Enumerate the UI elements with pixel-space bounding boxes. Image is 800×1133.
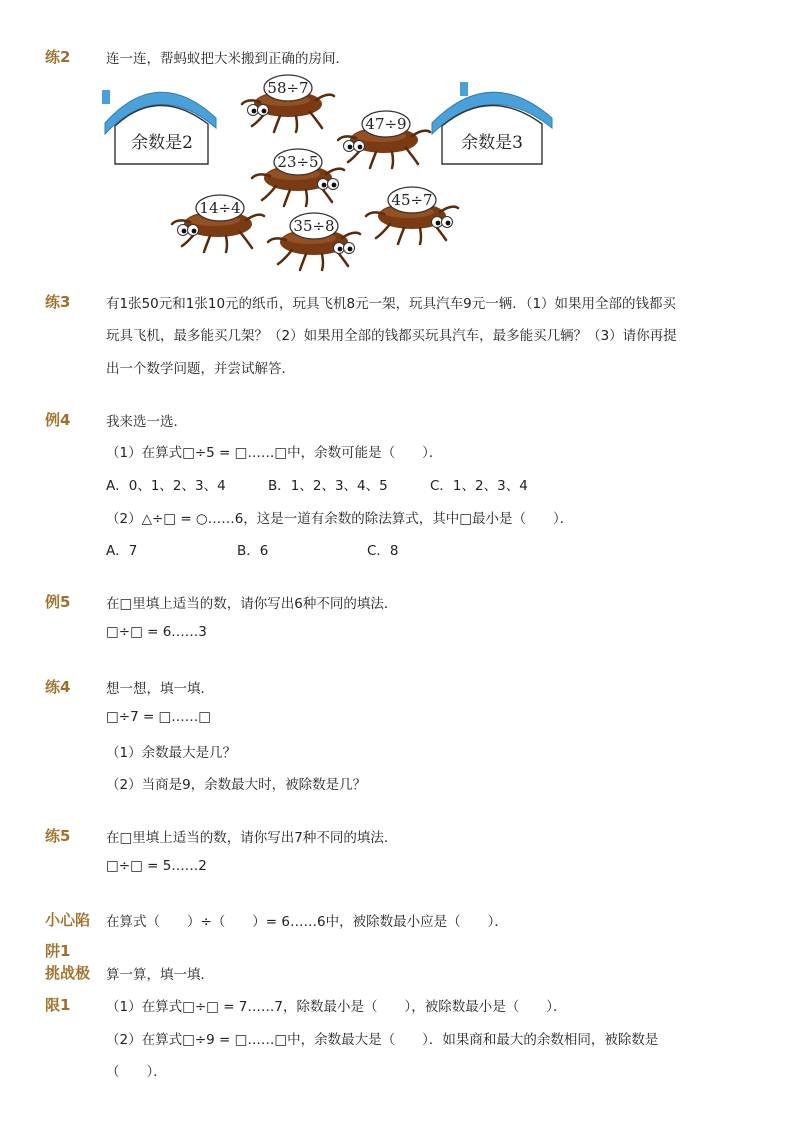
ant-expression: 14÷4 (199, 199, 241, 217)
lian3-line-1: 有1张50元和1张10元的纸币，玩具飞机8元一架，玩具汽车9元一辆．（1）如果用全部的钱都买 (106, 296, 677, 312)
ant-expression: 45÷7 (391, 191, 433, 209)
lian2-instruction: 连一连，帮蚂蚁把大米搬到正确的房间． (106, 51, 349, 67)
tiaozhan-instruction: 算一算，填一填． (106, 967, 214, 983)
section-label-lian5: 练5 (45, 827, 71, 845)
li4-question-2: （2）△÷□ = ○……6，这是一道有余数的除法算式，其中□最小是（ ）． (106, 511, 574, 527)
li4-q2-option-c[interactable]: C．8 (367, 543, 399, 559)
lian3-line-3: 出一个数学问题，并尝试解答． (106, 361, 295, 377)
house-right-label: 余数是3 (461, 133, 523, 153)
section-label-tiaozhan: 挑战极 (45, 964, 91, 982)
lian4-question-1: （1）余数最大是几？ (106, 745, 237, 761)
li5-instruction: 在□里填上适当的数，请你写出6种不同的填法． (106, 596, 398, 612)
ant-35-div-8[interactable] (268, 213, 360, 270)
section-label-jing: 阱1 (45, 942, 71, 960)
section-label-li5: 例5 (45, 593, 71, 611)
lian4-instruction: 想一想，填一填． (106, 681, 214, 697)
ant-expression: 35÷8 (293, 217, 335, 235)
house-left-label: 余数是2 (131, 133, 193, 153)
xiaoxin-question: 在算式（ ）÷（ ）= 6……6中，被除数最小应是（ ）． (106, 914, 508, 930)
ant-45-div-7[interactable] (366, 187, 458, 244)
ant-47-div-9[interactable] (338, 111, 430, 168)
li4-q2-option-a[interactable]: A．7 (106, 543, 138, 559)
lian4-expression: □÷7 = □……□ (106, 709, 212, 725)
li5-expression: □÷□ = 6……3 (106, 624, 207, 640)
tiaozhan-question-2a: （2）在算式□÷9 = □……□中，余数最大是（ ）．如果商和最大的余数相同，被除数是 (106, 1032, 659, 1048)
li4-question-1: （1）在算式□÷5 = □……□中，余数可能是（ ）． (106, 445, 443, 461)
ant-expression: 47÷9 (365, 115, 407, 133)
house-left[interactable] (102, 90, 216, 164)
lian5-expression: □÷□ = 5……2 (106, 858, 207, 874)
ant-expression: 23÷5 (277, 153, 319, 171)
lian3-line-2: 玩具飞机，最多能买几架？（2）如果用全部的钱都买玩具汽车，最多能买几辆？（3）请你再提 (106, 328, 677, 344)
li4-q1-option-b[interactable]: B．1、2、3、4、5 (268, 478, 388, 494)
li4-q1-option-c[interactable]: C．1、2、3、4 (430, 478, 528, 494)
section-label-xiaoxin: 小心陷 (45, 911, 91, 929)
ant-58-div-7[interactable] (242, 75, 334, 132)
lian5-instruction: 在□里填上适当的数，请你写出7种不同的填法． (106, 830, 398, 846)
lian4-question-2: （2）当商是9，余数最大时，被除数是几？ (106, 777, 367, 793)
li4-q1-option-a[interactable]: A．0、1、2、3、4 (106, 478, 226, 494)
section-label-lian4: 练4 (45, 678, 71, 696)
house-right[interactable] (432, 82, 552, 164)
ant-matching-illustration (100, 68, 570, 273)
ant-23-div-5[interactable] (252, 149, 344, 206)
tiaozhan-question-2b: （ ）． (106, 1064, 167, 1080)
ant-14-div-4[interactable] (172, 195, 264, 252)
ant-expression: 58÷7 (267, 79, 309, 97)
section-label-li4: 例4 (45, 411, 71, 429)
section-label-xian: 限1 (45, 996, 71, 1014)
section-label-lian2: 练2 (45, 48, 71, 66)
li4-q2-option-b[interactable]: B．6 (237, 543, 269, 559)
tiaozhan-question-1: （1）在算式□÷□ = 7……7，除数最小是（ ），被除数最小是（ ）． (106, 999, 567, 1015)
li4-intro: 我来选一选． (106, 414, 187, 430)
section-label-lian3: 练3 (45, 293, 71, 311)
